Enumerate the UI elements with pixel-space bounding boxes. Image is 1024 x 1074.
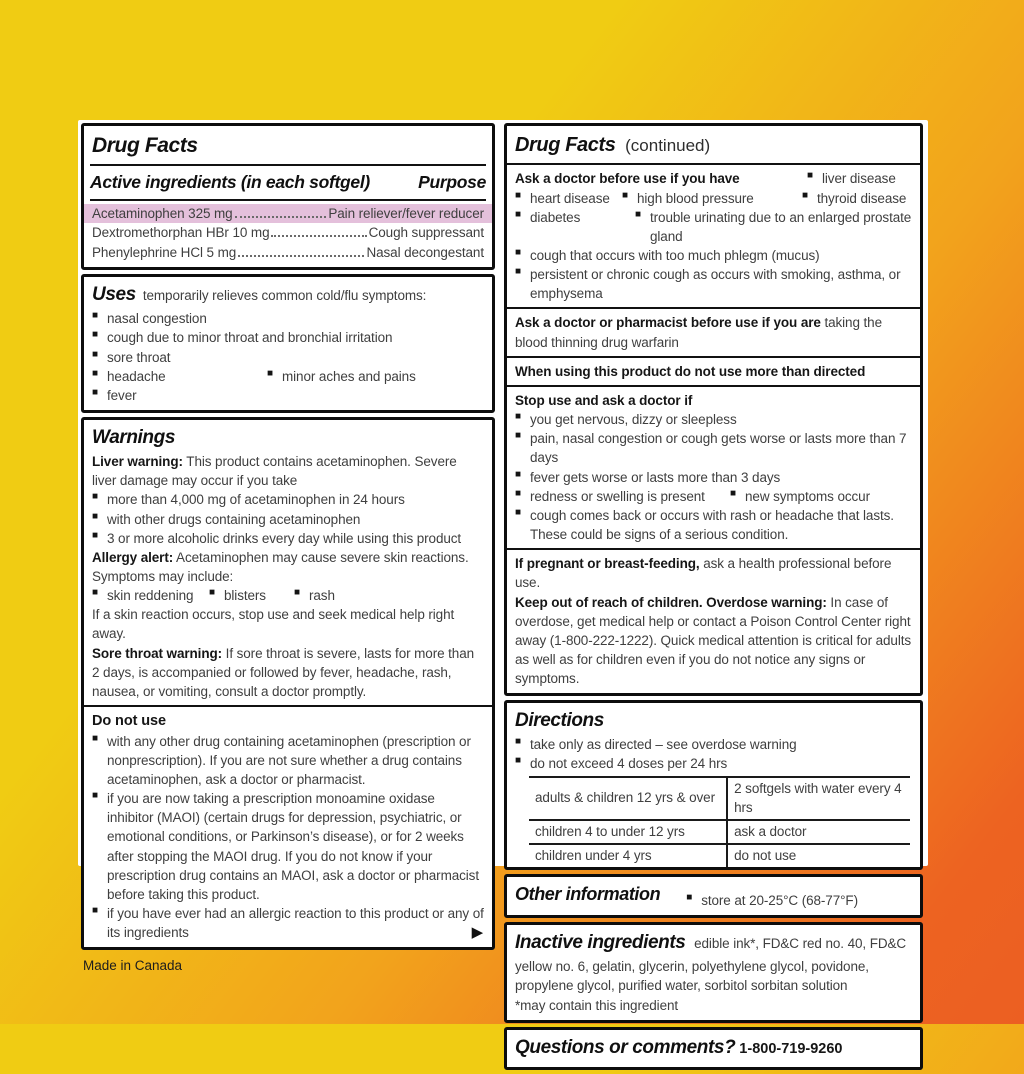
allergy-items-row	[92, 586, 484, 605]
dosage-row	[529, 844, 910, 867]
made-in-label: Made in Canada	[83, 958, 183, 974]
ask-doctor-item	[802, 189, 912, 208]
ask-doctor-item-text: persistent or chronic cough as occurs with smoking, asthma, or emphysema	[530, 267, 901, 302]
other-information-box	[504, 874, 923, 918]
ask-doctor-item	[635, 208, 912, 246]
allergy-item-text: skin reddening	[107, 588, 194, 604]
questions-box	[504, 1027, 923, 1070]
dosage-dose-cell: 2 softgels with water every 4 hrs	[727, 777, 910, 820]
stop-use-item	[515, 487, 730, 506]
other-information-item	[686, 891, 858, 910]
divider	[84, 705, 492, 707]
do-not-use-item-text: with any other drug containing acetaminophen (prescription or nonprescription). If you are not sure whether a drug contains acetaminophen, ask a doctor or pharmacist.	[107, 733, 471, 787]
stop-use-item	[515, 468, 912, 487]
stop-use-item	[515, 506, 912, 544]
liver-warning-item-text: more than 4,000 mg of acetaminophen in 24 hours	[107, 492, 405, 508]
bullet-icon: ■	[92, 905, 98, 917]
other-information-row	[515, 882, 912, 910]
overdose-warning	[515, 593, 912, 689]
ask-doctor-row	[515, 189, 912, 208]
dot-leader	[238, 255, 364, 257]
pregnancy-warning	[515, 554, 912, 592]
liver-warning-item	[92, 510, 484, 529]
left-column	[81, 123, 495, 1074]
bullet-icon: ■	[92, 732, 98, 744]
do-not-use-label: Do not use	[92, 713, 166, 730]
bullet-icon: ■	[267, 367, 273, 379]
dosage-table	[529, 776, 910, 868]
do-not-use-item-text: if you have ever had an allergic reaction to this product or any of its ingredients	[107, 906, 484, 941]
ask-doctor-item-text: cough that occurs with too much phlegm (mucus)	[530, 248, 820, 264]
ask-pharmacist	[515, 313, 912, 351]
dot-leader	[235, 216, 327, 218]
allergy-item-text: blisters	[224, 588, 266, 604]
bullet-icon: ■	[92, 491, 98, 503]
other-information-text: store at 20-25°C (68-77°F)	[701, 893, 858, 909]
dosage-row	[529, 777, 910, 820]
right-column	[504, 123, 923, 1074]
ingredient-name: Dextromethorphan HBr 10 mg	[92, 225, 270, 241]
directions-item	[515, 735, 912, 754]
ingredient-row-dextromethorphan	[84, 223, 492, 243]
inactive-ingredients-title: Inactive ingredients	[515, 932, 686, 954]
directions-item-text: take only as directed – see overdose warning	[530, 737, 797, 753]
dot-leader	[271, 235, 366, 237]
bullet-icon: ■	[92, 367, 98, 379]
dosage-age-cell: children under 4 yrs	[529, 844, 727, 867]
ingredient-name: Phenylephrine HCl 5 mg	[92, 244, 237, 260]
stop-use-label: Stop use and ask a doctor if	[515, 392, 693, 408]
skin-reaction-note: If a skin reaction occurs, stop use and seek medical help right away.	[92, 607, 455, 642]
divider	[507, 385, 920, 387]
stop-use-item-text: redness or swelling is present	[530, 488, 705, 504]
dosage-dose-cell: ask a doctor	[727, 820, 910, 844]
inactive-ingredients-text: edible ink*, FD&C red no. 40, FD&C yellow no. 6, gelatin, glycerin, polyethylene glycol, povidone, propylene glycol, purified water, sorbitol sorbitan solution	[515, 936, 907, 994]
do-not-use-item	[92, 789, 484, 904]
uses-item	[92, 348, 484, 367]
stop-use-item	[730, 487, 870, 506]
ingredient-purpose: Nasal decongestant	[366, 244, 484, 260]
uses-item-text: cough due to minor throat and bronchial irritation	[107, 330, 393, 346]
liver-warning-item	[92, 490, 484, 509]
drug-facts-continued-title	[515, 131, 912, 159]
bullet-icon: ■	[294, 587, 300, 599]
bullet-icon: ■	[209, 587, 215, 599]
stop-use-item	[515, 410, 912, 429]
divider	[90, 164, 486, 166]
do-not-use-item	[92, 732, 484, 789]
directions-item	[515, 754, 912, 773]
bullet-icon: ■	[515, 411, 521, 423]
allergy-alert	[92, 548, 484, 586]
do-not-use-item	[92, 904, 484, 942]
overdose-warning-label: Keep out of reach of children. Overdose warning:	[515, 594, 827, 610]
uses-intro: temporarily relieves common cold/flu symptoms:	[142, 288, 427, 304]
ask-doctor-item-text: heart disease	[530, 190, 610, 206]
questions-title: Questions or comments?	[515, 1036, 736, 1058]
ask-doctor-item-text: high blood pressure	[637, 190, 754, 206]
allergy-alert-label: Allergy alert:	[92, 549, 174, 565]
pregnancy-warning-label: If pregnant or breast-feeding,	[515, 556, 700, 572]
directions-title: Directions	[515, 710, 604, 732]
drug-facts-label-panel	[78, 120, 928, 1058]
uses-header	[92, 282, 484, 309]
ingredient-purpose: Pain reliever/fever reducer	[328, 205, 484, 221]
drug-facts-title: Drug Facts	[92, 134, 198, 157]
uses-title: Uses	[92, 284, 136, 306]
uses-item-pair	[92, 367, 484, 386]
bullet-icon: ■	[92, 386, 98, 398]
questions-phone: 1-800-719-9260	[739, 1040, 843, 1057]
ask-doctor-item-text: trouble urinating due to an enlarged prostate gland	[650, 209, 912, 244]
divider	[507, 356, 920, 358]
bullet-icon: ■	[92, 348, 98, 360]
stop-use-item-text: pain, nasal congestion or cough gets worse or lasts more than 7 days	[530, 431, 907, 466]
bullet-icon: ■	[92, 329, 98, 341]
allergy-alert-text: Acetaminophen may cause severe skin reactions. Symptoms may include:	[92, 549, 469, 584]
ingredient-row-phenylephrine	[84, 243, 492, 263]
bullet-icon: ■	[515, 208, 521, 220]
bullet-icon: ■	[92, 510, 98, 522]
directions-item-text: do not exceed 4 doses per 24 hrs	[530, 756, 728, 772]
continue-arrow-icon: ▶	[471, 924, 483, 942]
ingredient-name: Acetaminophen 325 mg	[92, 205, 233, 221]
drug-facts-title: Drug Facts	[515, 134, 616, 156]
stop-use-item-text: new symptoms occur	[745, 488, 870, 504]
overdose-warning-text: In case of overdose, get medical help or contact a Poison Control Center right away (1-800-222-1222). Quick medical attention is critical for adults as well as for children even if you do not notice any signs or symptoms.	[515, 594, 912, 687]
bullet-icon: ■	[515, 736, 521, 748]
bullet-icon: ■	[802, 189, 808, 201]
allergy-item-text: rash	[309, 588, 335, 604]
stop-use-item	[515, 429, 912, 467]
uses-item-text: fever	[107, 387, 137, 403]
purpose-label: Purpose	[418, 171, 486, 192]
dosage-row	[529, 820, 910, 844]
sore-throat-warning-label: Sore throat warning:	[92, 645, 223, 661]
continued-label: (continued)	[625, 136, 711, 155]
bullet-icon: ■	[515, 189, 521, 201]
divider	[507, 548, 920, 550]
bullet-icon: ■	[515, 266, 521, 278]
uses-item	[92, 367, 267, 386]
sore-throat-warning-text: If sore throat is severe, lasts for more than 2 days, is accompanied or followed by fever, headache, rash, nausea, or vomiting, consult a doctor promptly.	[92, 645, 475, 699]
ask-doctor-item	[515, 189, 622, 208]
ask-doctor-label: Ask a doctor before use if you have	[515, 171, 740, 187]
ask-doctor-item	[515, 246, 912, 265]
stop-use-item-pair	[515, 487, 912, 506]
active-ingredients-box	[81, 123, 495, 270]
ask-doctor-header-row	[515, 169, 912, 188]
bullet-icon: ■	[515, 247, 521, 259]
inactive-ingredients-note: *may contain this ingredient	[515, 997, 679, 1013]
bullet-icon: ■	[92, 587, 98, 599]
inactive-ingredients	[515, 930, 912, 995]
bullet-icon: ■	[622, 189, 628, 201]
label-columns	[81, 123, 923, 1074]
bullet-icon: ■	[515, 430, 521, 442]
stop-use-item-text: fever gets worse or lasts more than 3 days	[530, 469, 781, 485]
ask-doctor-item-text: thyroid disease	[817, 190, 907, 206]
ask-doctor-item	[622, 189, 802, 208]
liver-warning-item-text: with other drugs containing acetaminophen	[107, 511, 361, 527]
bullet-icon: ■	[635, 208, 641, 220]
directions-box	[504, 700, 923, 870]
liver-warning-item	[92, 529, 484, 548]
ask-doctor-item	[515, 208, 635, 246]
continued-box	[504, 123, 923, 696]
ask-doctor-row	[515, 208, 912, 246]
uses-item-text: sore throat	[107, 349, 171, 365]
uses-item-text: minor aches and pains	[282, 368, 416, 384]
ask-doctor-item-text: liver disease	[822, 171, 896, 187]
liver-warning-label: Liver warning:	[92, 454, 183, 470]
ingredient-purpose: Cough suppressant	[368, 225, 484, 241]
other-information-title: Other information	[515, 884, 661, 905]
uses-item-text: nasal congestion	[107, 311, 207, 327]
stop-use-item-text: cough comes back or occurs with rash or headache that lasts. These could be signs of a serious condition.	[530, 507, 894, 543]
uses-item	[92, 309, 484, 328]
bullet-icon: ■	[730, 487, 736, 499]
bullet-icon: ■	[515, 487, 521, 499]
when-using-statement: When using this product do not use more than directed	[515, 363, 866, 379]
bullet-icon: ■	[686, 892, 693, 904]
ingredient-row-acetaminophen	[84, 204, 492, 224]
bullet-icon: ■	[515, 755, 521, 767]
dosage-dose-cell: do not use	[727, 844, 910, 867]
ask-pharmacist-label: Ask a doctor or pharmacist before use if you are	[515, 315, 821, 331]
bullet-icon: ■	[515, 468, 521, 480]
active-ingredients-header	[90, 170, 486, 201]
active-ingredients-label: Active ingredients (in each softgel)	[90, 171, 370, 192]
stop-use-item-text: you get nervous, dizzy or sleepless	[530, 412, 737, 428]
uses-item-text: headache	[107, 368, 166, 384]
inactive-ingredients-box	[504, 922, 923, 1022]
divider	[507, 163, 920, 165]
ask-pharmacist-text: taking the blood thinning drug warfarin	[515, 315, 882, 350]
uses-box	[81, 274, 495, 413]
divider	[507, 307, 920, 309]
warnings-title: Warnings	[92, 427, 176, 449]
bullet-icon: ■	[92, 529, 98, 541]
sore-throat-warning	[92, 644, 484, 701]
questions-row	[515, 1035, 912, 1062]
ask-doctor-item	[515, 265, 912, 303]
bullet-icon: ■	[515, 506, 521, 518]
uses-item	[92, 386, 484, 405]
dosage-age-cell: adults & children 12 yrs & over	[529, 777, 727, 820]
warnings-box	[81, 417, 495, 950]
liver-warning-item-text: 3 or more alcoholic drinks every day while using this product	[107, 530, 462, 546]
uses-item	[267, 367, 416, 386]
do-not-use-item-text: if you are now taking a prescription monoamine oxidase inhibitor (MAOI) (certain drugs for depression, psychiatric, or emotional conditions, or Parkinson’s disease), or for 2 weeks after stopping the MAOI drug. If you do not know if your prescription drug contains an MAOI, ask a doctor or pharmacist before taking this product.	[107, 791, 479, 902]
bullet-icon: ■	[92, 310, 98, 322]
liver-warning	[92, 452, 484, 490]
bullet-icon: ■	[92, 790, 98, 802]
dosage-age-cell: children 4 to under 12 yrs	[529, 820, 727, 844]
ask-doctor-item	[807, 169, 896, 188]
bullet-icon: ■	[807, 170, 813, 182]
uses-item	[92, 328, 484, 347]
ask-doctor-item-text: diabetes	[530, 209, 581, 225]
pregnancy-warning-text: ask a health professional before use.	[515, 556, 892, 591]
liver-warning-text: This product contains acetaminophen. Severe liver damage may occur if you take	[92, 454, 457, 489]
